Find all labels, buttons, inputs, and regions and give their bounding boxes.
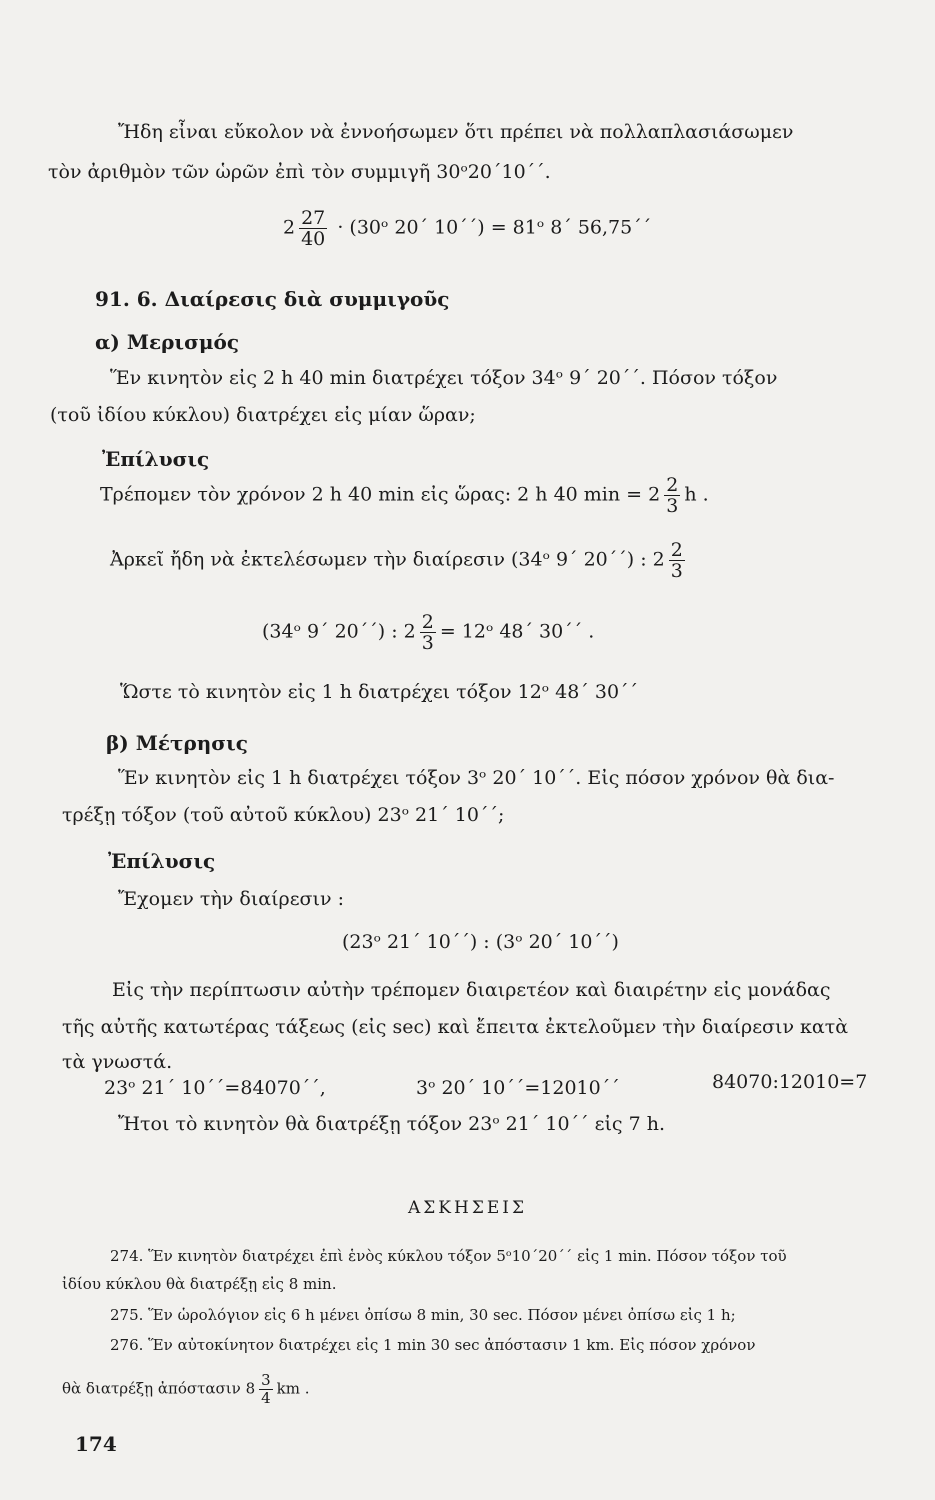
page-number: 174 — [75, 1432, 117, 1456]
exercise-276-line1: 276. Ἕν αὐτοκίνητον διατρέχει εἰς 1 min 30 sec ἀπόστασιν 1 km. Εἰς πόσον χρόνον — [110, 1336, 756, 1354]
equation-1: 23ᵒ 21΄ 10΄΄=84070΄΄, — [104, 1077, 326, 1099]
formula-line: Ἀρκεῖ ἤδη νὰ ἐκτελέσωμεν τὴν διαίρεσιν (34ᵒ 9΄ 20΄΄) : 2 $\frac{2}{3}$ — [110, 539, 683, 582]
text-line: (τοῦ ἰδίου κύκλου) διατρέχει εἰς μίαν ὥραν; — [50, 404, 476, 426]
formula-rest: · (30ᵒ 20΄ 10΄΄) = 81ᵒ 8΄ 56,75΄΄ — [337, 216, 652, 239]
exercise-276-line2: θὰ διατρέξῃ ἀπόστασιν 8 $\frac{3}{4}$ km . — [62, 1371, 310, 1407]
formula-line: Τρέπομεν τὸν χρόνον 2 h 40 min εἰς ὥρας: 2 h 40 min = 2 $\frac{2}{3}$ h . — [100, 474, 709, 517]
section-heading: 91. 6. Διαίρεσις διὰ συμμιγοῦς — [95, 287, 450, 311]
text-line: Ἤτοι τὸ κινητὸν θὰ διατρέξῃ τόξον 23ᵒ 21΄ 10΄΄ εἰς 7 h. — [118, 1113, 665, 1135]
text-line: Ἕν κινητὸν εἰς 2 h 40 min διατρέχει τόξον 34ᵒ 9΄ 20΄΄. Πόσον τόξον — [110, 367, 778, 389]
fraction: $\frac{2}{3}$ — [666, 474, 679, 517]
exercise-275: 275. Ἕν ὡρολόγιον εἰς 6 h μένει ὀπίσω 8 min, 30 sec. Πόσον μένει ὀπίσω εἰς 1 h; — [110, 1306, 736, 1324]
fraction: $\frac{2}{3}$ — [670, 539, 683, 582]
fraction: $\frac{2}{3}$ — [421, 611, 434, 654]
subsection-heading: α) Μερισμός — [95, 330, 239, 354]
text-line: τρέξῃ τόξον (τοῦ αὐτοῦ κύκλου) 23ᵒ 21΄ 10΄΄; — [62, 804, 505, 826]
formula-line: (23ᵒ 21΄ 10΄΄) : (3ᵒ 20΄ 10΄΄) — [342, 931, 619, 953]
text-line: τὸν ἀριθμὸν τῶν ὡρῶν ἐπὶ τὸν συμμιγῆ 30ᵒ20΄10΄΄. — [48, 161, 551, 183]
text-line: Ὥστε τὸ κινητὸν εἰς 1 h διατρέχει τόξον 12ᵒ 48΄ 30΄΄ — [120, 681, 639, 703]
exercise-274-line1: 274. Ἕν κινητὸν διατρέχει ἐπὶ ἑνὸς κύκλου τόξον 5ᵒ10΄20΄΄ εἰς 1 min. Πόσον τόξον τοῦ — [110, 1247, 787, 1265]
fraction: $\frac{27}{40}$ — [301, 207, 326, 250]
text-line: τὰ γνωστά. — [62, 1051, 173, 1073]
formula-line: (34ᵒ 9΄ 20΄΄) : 2 $\frac{2}{3}$ = 12ᵒ 48΄ 30΄΄ . — [262, 611, 595, 654]
formula-line — [283, 208, 651, 249]
text-line: Ἕν κινητὸν εἰς 1 h διατρέχει τόξον 3ᵒ 20΄ 10΄΄. Εἰς πόσον χρόνον θὰ δια- — [118, 767, 835, 789]
fraction: $\frac{3}{4}$ — [261, 1371, 271, 1407]
mixed-whole: 2 — [283, 216, 296, 239]
solution-heading: Ἐπίλυσις — [102, 447, 210, 471]
text-line: τῆς αὐτῆς κατωτέρας τάξεως (εἰς sec) καὶ ἔπειτα ἐκτελοῦμεν τὴν διαίρεσιν κατὰ — [62, 1016, 849, 1038]
exercises-heading: ΑΣΚΗΣΕΙΣ — [408, 1198, 527, 1218]
text-line: Ἤδη εἶναι εὔκολον νὰ ἐννοήσωμεν ὅτι πρέπει νὰ πολλαπλασιάσωμεν — [118, 121, 794, 143]
equation-2: 3ᵒ 20΄ 10΄΄=12010΄΄ — [416, 1077, 620, 1099]
exercise-274-line2: ἰδίου κύκλου θὰ διατρέξῃ εἰς 8 min. — [62, 1275, 337, 1293]
subsection-heading: β) Μέτρησις — [106, 731, 248, 755]
solution-heading: Ἐπίλυσις — [108, 849, 216, 873]
text-line: Εἰς τὴν περίπτωσιν αὐτὴν τρέπομεν διαιρετέον καὶ διαιρέτην εἰς μονάδας — [112, 979, 831, 1001]
equation-3: 84070:12010=7 — [712, 1071, 868, 1093]
text-line: Ἔχομεν τὴν διαίρεσιν : — [118, 888, 344, 910]
